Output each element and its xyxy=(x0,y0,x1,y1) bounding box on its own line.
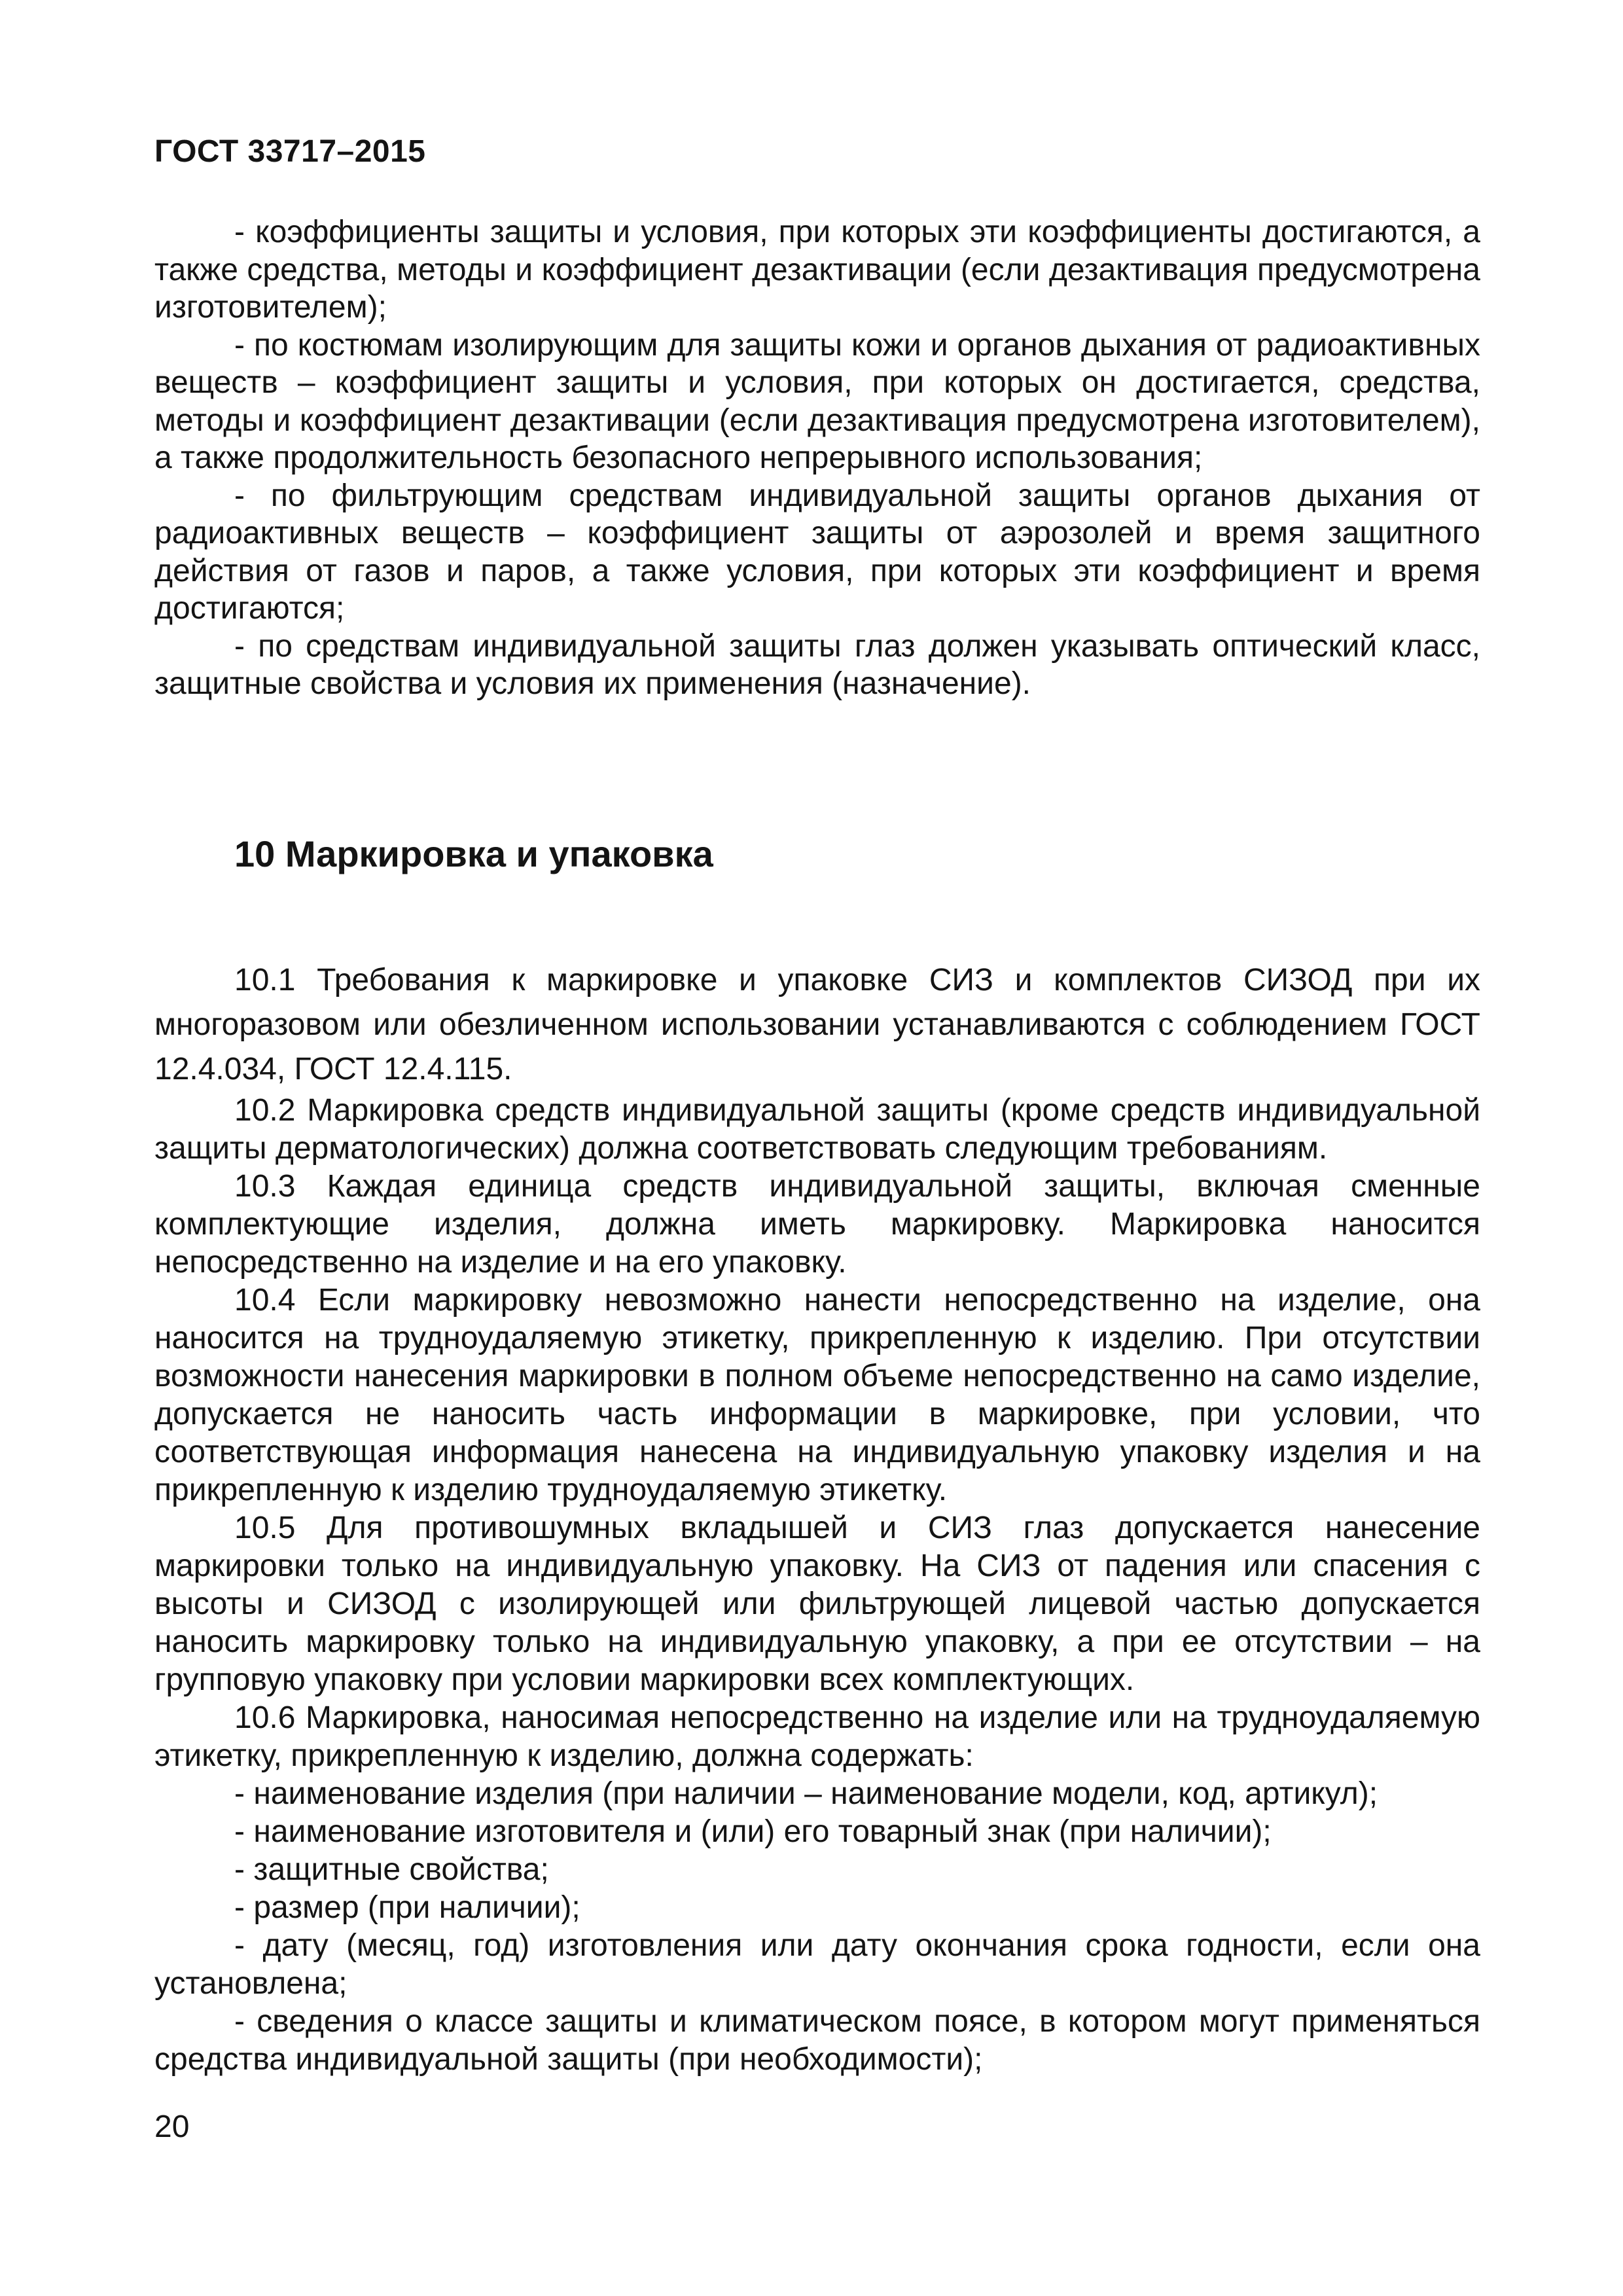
marking-list-item: - наименование изготовителя и (или) его товарный знак (при наличии); xyxy=(234,1814,1272,1849)
marking-list-item: - сведения о классе защиты и климатическом поясе, в котором могут применяться средства индивидуальной защиты (при необходимости); xyxy=(154,2004,1480,2077)
clause-10-3: 10.3 Каждая единица средств индивидуальной защиты, включая сменные комплектующие изделия, должна иметь маркировку. Маркировка наносится непосредственно на изделие и на его упаковку. xyxy=(154,1169,1480,1280)
document-code-header: ГОСТ 33717–2015 xyxy=(154,134,426,169)
marking-list-item: - дату (месяц, год) изготовления или дату окончания срока годности, если она установлена; xyxy=(154,1928,1480,2001)
intro-paragraph: - коэффициенты защиты и условия, при которых эти коэффициенты достигаются, а также средства, методы и коэффициент дезактивации (если дезактивация предусмотрена изготовителем); xyxy=(154,215,1480,325)
marking-list-item: - наименование изделия (при наличии – наименование модели, код, артикул); xyxy=(234,1776,1378,1811)
clause-10-4: 10.4 Если маркировку невозможно нанести непосредственно на изделие, она наносится на трудноудаляемую этикетку, прикрепленную к изделию. При отсутствии возможности нанесения маркировки в полном объеме непосредственно на само изделие, допускается не наносить часть информации в маркировке, при условии, что соответствующая информация нанесена на индивидуальную упаковку изделия и на прикрепленную к изделию трудноудаляемую этикетку. xyxy=(154,1283,1480,1507)
intro-text-block xyxy=(154,213,1480,703)
intro-paragraph: - по фильтрующим средствам индивидуальной защиты органов дыхания от радиоактивных веществ – коэффициент защиты от аэрозолей и время защитного действия от газов и паров, а также условия, при которых эти коэффициент и время достигаются; xyxy=(154,478,1480,626)
clause-10-6: 10.6 Маркировка, наносимая непосредственно на изделие или на трудноудаляемую этикетку, прикрепленную к изделию, должна содержать: xyxy=(154,1700,1480,1773)
intro-paragraph: - по средствам индивидуальной защиты глаз должен указывать оптический класс, защитные свойства и условия их применения (назначение). xyxy=(154,628,1480,701)
clause-10-5: 10.5 Для противошумных вкладышей и СИЗ глаз допускается нанесение маркировки только на индивидуальную упаковку. На СИЗ от падения или спасения с высоты и СИЗОД с изолирующей или фильтрующей лицевой частью допускается наносить маркировку только на индивидуальную упаковку, а при ее отсутствии – на групповую упаковку при условии маркировки всех комплектующих. xyxy=(154,1511,1480,1697)
clause-10-1: 10.1 Требования к маркировке и упаковке СИЗ и комплектов СИЗОД при их многоразовом или обезличенном использовании устанавливаются с соблюдением ГОСТ 12.4.034, ГОСТ 12.4.115. xyxy=(154,963,1480,1086)
section-title: 10 Маркировка и упаковка xyxy=(234,833,713,874)
intro-paragraph: - по костюмам изолирующим для защиты кожи и органов дыхания от радиоактивных веществ – коэффициент защиты и условия, при которых он достигается, средства, методы и коэффициент дезактивации (если дезактивация предусмотрена изготовителем), а также продолжительность безопасного непрерывного использования; xyxy=(154,327,1480,475)
marking-list-item: - защитные свойства; xyxy=(234,1852,549,1887)
marking-list-item: - размер (при наличии); xyxy=(234,1890,580,1925)
clause-10-2: 10.2 Маркировка средств индивидуальной защиты (кроме средств индивидуальной защиты дерматологических) должна соответствовать следующим требованиям. xyxy=(154,1093,1480,1166)
page-number: 20 xyxy=(154,2109,190,2144)
section-10-text-block xyxy=(154,958,1480,2079)
